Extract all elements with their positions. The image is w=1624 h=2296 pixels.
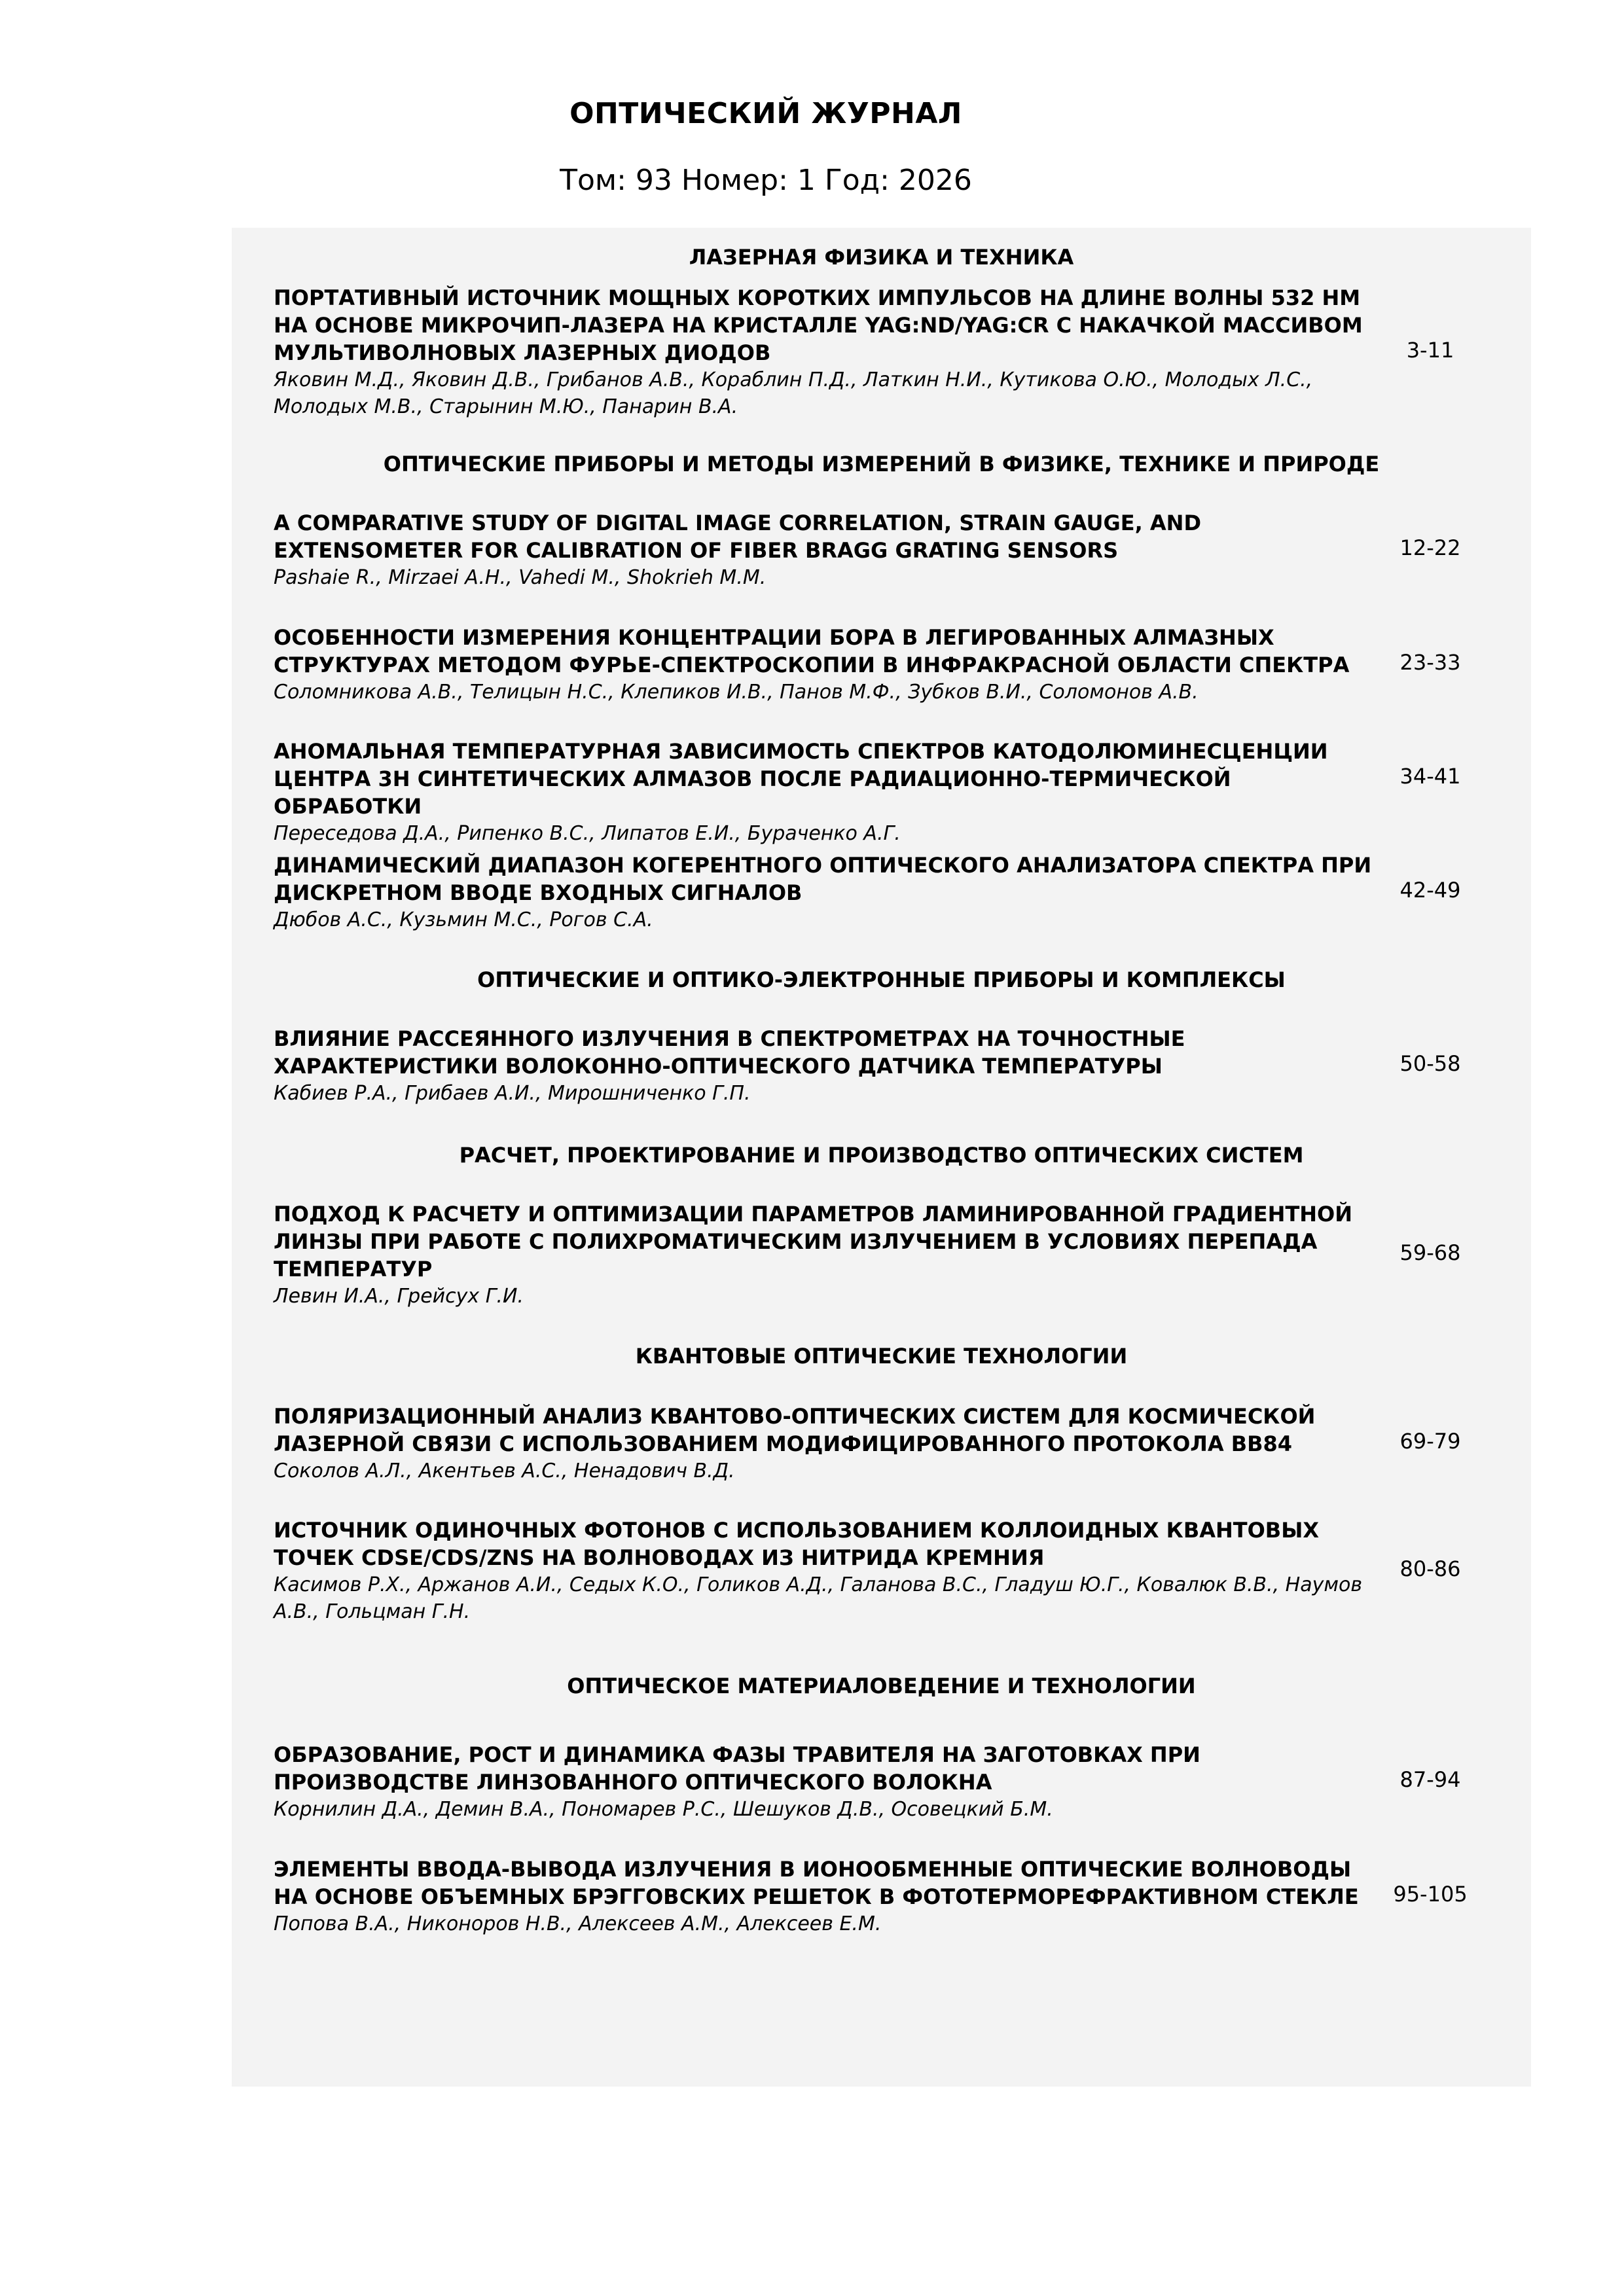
article-title[interactable]: ПОРТАТИВНЫЙ ИСТОЧНИК МОЩНЫХ КОРОТКИХ ИМПУЛЬСОВ НА ДЛИНЕ ВОЛНЫ 532 НМ НА ОСНОВЕ МИКРОЧИП-ЛАЗЕРА НА КРИСТАЛЛЕ YAG:ND/YAG:CR С НАКАЧКОЙ МАССИВОМ МУЛЬТИВОЛНОВЫХ ЛАЗЕРНЫХ ДИОДОВ	[274, 285, 1363, 365]
article-authors: Яковин М.Д., Яковин Д.В., Грибанов А.В., Кораблин П.Д., Латкин Н.И., Кутикова О.Ю., Молодых Л.С., Молодых М.В., Старынин М.Ю., Панарин В.А.	[274, 368, 1313, 418]
article-entry[interactable]	[274, 1741, 1380, 1823]
article-entry[interactable]	[274, 1025, 1380, 1107]
article-entry[interactable]	[274, 1200, 1380, 1310]
section-heading: РАСЧЕТ, ПРОЕКТИРОВАНИЕ И ПРОИЗВОДСТВО ОПТИЧЕСКИХ СИСТЕМ	[459, 1143, 1304, 1168]
article-authors: Касимов Р.Х., Аржанов А.И., Седых К.О., Голиков А.Д., Галанова В.С., Гладуш Ю.Г., Ковалюк В.В., Наумов А.В., Гольцман Г.Н.	[274, 1573, 1363, 1623]
article-authors: Pashaie R., Mirzaei A.H., Vahedi M., Shokrieh M.M.	[274, 566, 767, 589]
article-pages: 12-22	[1399, 535, 1461, 560]
article-pages: 95-105	[1393, 1882, 1468, 1907]
article-authors: Левин И.А., Грейсух Г.И.	[274, 1285, 524, 1308]
article-title[interactable]: ПОЛЯРИЗАЦИОННЫЙ АНАЛИЗ КВАНТОВО-ОПТИЧЕСКИХ СИСТЕМ ДЛЯ КОСМИЧЕСКОЙ ЛАЗЕРНОЙ СВЯЗИ С ИСПОЛЬЗОВАНИЕМ МОДИФИЦИРОВАННОГО ПРОТОКОЛА BB84	[274, 1404, 1316, 1456]
article-entry[interactable]	[274, 624, 1380, 706]
article-entry[interactable]	[274, 1516, 1380, 1625]
section-heading: ОПТИЧЕСКОЕ МАТЕРИАЛОВЕДЕНИЕ И ТЕХНОЛОГИИ	[567, 1674, 1196, 1698]
article-title[interactable]: A COMPARATIVE STUDY OF DIGITAL IMAGE CORRELATION, STRAIN GAUGE, AND EXTENSOMETER FOR CALIBRATION OF FIBER BRAGG GRATING SENSORS	[274, 511, 1201, 563]
section-heading: КВАНТОВЫЕ ОПТИЧЕСКИЕ ТЕХНОЛОГИИ	[635, 1344, 1128, 1369]
article-pages: 87-94	[1399, 1767, 1461, 1792]
article-authors: Соколов А.Л., Акентьев А.С., Ненадович В.Д.	[274, 1460, 735, 1482]
article-title[interactable]: ЭЛЕМЕНТЫ ВВОДА-ВЫВОДА ИЗЛУЧЕНИЯ В ИОНООБМЕННЫЕ ОПТИЧЕСКИЕ ВОЛНОВОДЫ НА ОСНОВЕ ОБЪЕМНЫХ БРЭГГОВСКИХ РЕШЕТОК В ФОТОТЕРМОРЕФРАКТИВНОМ СТЕКЛЕ	[274, 1857, 1359, 1909]
journal-title: ОПТИЧЕСКИЙ ЖУРНАЛ	[569, 97, 962, 130]
issue-line: Том: 93 Номер: 1 Год: 2026	[560, 164, 972, 197]
article-authors: Попова В.А., Никоноров Н.В., Алексеев А.М., Алексеев Е.М.	[274, 1912, 882, 1935]
article-entry[interactable]	[274, 738, 1380, 847]
article-pages: 23-33	[1399, 650, 1461, 675]
article-authors: Корнилин Д.А., Демин В.А., Пономарев Р.С., Шешуков Д.В., Осовецкий Б.М.	[274, 1798, 1053, 1821]
article-entry[interactable]	[274, 1403, 1380, 1484]
article-entry[interactable]	[274, 1856, 1380, 1937]
article-title[interactable]: ВЛИЯНИЕ РАССЕЯННОГО ИЗЛУЧЕНИЯ В СПЕКТРОМЕТРАХ НА ТОЧНОСТНЫЕ ХАРАКТЕРИСТИКИ ВОЛОКОННО-ОПТИЧЕСКОГО ДАТЧИКА ТЕМПЕРАТУРЫ	[274, 1026, 1185, 1079]
section-heading: ОПТИЧЕСКИЕ И ОПТИКО-ЭЛЕКТРОННЫЕ ПРИБОРЫ И КОМПЛЕКСЫ	[477, 967, 1286, 992]
article-title[interactable]: ДИНАМИЧЕСКИЙ ДИАПАЗОН КОГЕРЕНТНОГО ОПТИЧЕСКОГО АНАЛИЗАТОРА СПЕКТРА ПРИ ДИСКРЕТНОМ ВВОДЕ ВХОДНЫХ СИГНАЛОВ	[274, 853, 1372, 905]
article-authors: Переседова Д.А., Рипенко В.С., Липатов Е.И., Бураченко А.Г.	[274, 822, 901, 845]
article-pages: 3-11	[1406, 338, 1454, 363]
article-entry[interactable]	[274, 509, 1380, 591]
section-heading: ОПТИЧЕСКИЕ ПРИБОРЫ И МЕТОДЫ ИЗМЕРЕНИЙ В ФИЗИКЕ, ТЕХНИКЕ И ПРИРОДЕ	[383, 452, 1380, 476]
article-pages: 34-41	[1399, 764, 1461, 789]
article-title[interactable]: ПОДХОД К РАСЧЕТУ И ОПТИМИЗАЦИИ ПАРАМЕТРОВ ЛАМИНИРОВАННОЙ ГРАДИЕНТНОЙ ЛИНЗЫ ПРИ РАБОТЕ С ПОЛИХРОМАТИЧЕСКИМ ИЗЛУЧЕНИЕМ В УСЛОВИЯХ ПЕРЕПАДА ТЕМПЕРАТУР	[274, 1202, 1353, 1282]
article-pages: 42-49	[1399, 878, 1461, 903]
article-pages: 80-86	[1399, 1556, 1461, 1581]
article-authors: Соломникова А.В., Телицын Н.С., Клепиков И.В., Панов М.Ф., Зубков В.И., Соломонов А.В.	[274, 681, 1199, 704]
article-pages: 59-68	[1399, 1240, 1461, 1265]
article-pages: 50-58	[1399, 1051, 1461, 1076]
article-entry[interactable]	[274, 852, 1380, 933]
article-authors: Кабиев Р.А., Грибаев А.И., Мирошниченко Г.П.	[274, 1082, 751, 1105]
article-title[interactable]: ОБРАЗОВАНИЕ, РОСТ И ДИНАМИКА ФАЗЫ ТРАВИТЕЛЯ НА ЗАГОТОВКАХ ПРИ ПРОИЗВОДСТВЕ ЛИНЗОВАННОГО ОПТИЧЕСКОГО ВОЛОКНА	[274, 1742, 1200, 1795]
article-authors: Дюбов А.С., Кузьмин М.С., Рогов С.А.	[274, 908, 653, 931]
section-heading: ЛАЗЕРНАЯ ФИЗИКА И ТЕХНИКА	[689, 245, 1074, 270]
article-title[interactable]: ИСТОЧНИК ОДИНОЧНЫХ ФОТОНОВ С ИСПОЛЬЗОВАНИЕМ КОЛЛОИДНЫХ КВАНТОВЫХ ТОЧЕК CDSE/CDS/ZNS НА ВОЛНОВОДАХ ИЗ НИТРИДА КРЕМНИЯ	[274, 1518, 1320, 1570]
article-title[interactable]: АНОМАЛЬНАЯ ТЕМПЕРАТУРНАЯ ЗАВИСИМОСТЬ СПЕКТРОВ КАТОДОЛЮМИНЕСЦЕНЦИИ ЦЕНТРА 3Н СИНТЕТИЧЕСКИХ АЛМАЗОВ ПОСЛЕ РАДИАЦИОННО-ТЕРМИЧЕСКОЙ ОБРАБОТКИ	[274, 739, 1328, 819]
article-title[interactable]: ОСОБЕННОСТИ ИЗМЕРЕНИЯ КОНЦЕНТРАЦИИ БОРА В ЛЕГИРОВАННЫХ АЛМАЗНЫХ СТРУКТУРАХ МЕТОДОМ ФУРЬЕ-СПЕКТРОСКОПИИ В ИНФРАКРАСНОЙ ОБЛАСТИ СПЕКТРА	[274, 625, 1350, 677]
article-pages: 69-79	[1399, 1429, 1461, 1454]
article-entry[interactable]	[274, 284, 1380, 420]
